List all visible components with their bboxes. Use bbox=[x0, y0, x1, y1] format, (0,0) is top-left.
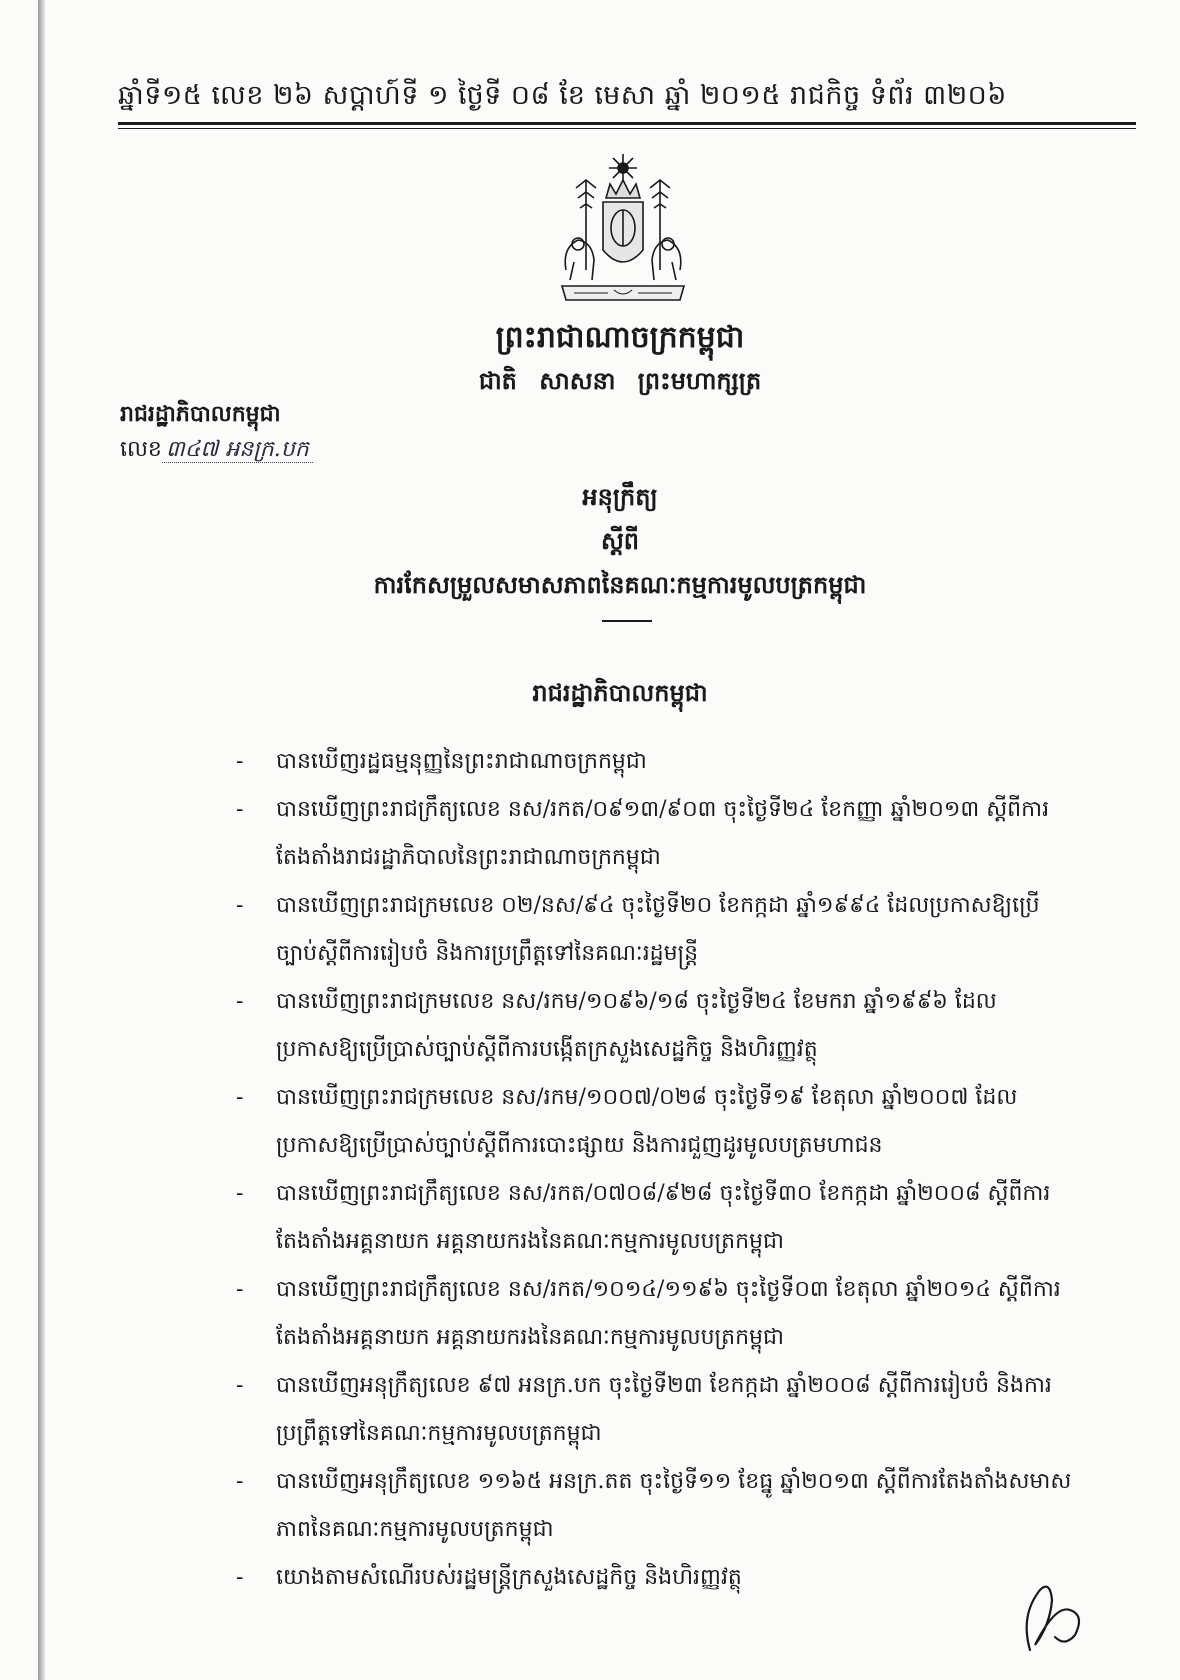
list-item-text: បានឃើញព្រះរាជក្រមលេខ នស/រកម/១០៩៦/១៨ ចុះថ្ងៃទី២៤ ខែមករា ឆ្នាំ១៩៩៦ ដែលប្រកាសឱ្យប្រើប្រាស់ច្បាប់ស្តីពីការបង្កើតក្រសួងសេដ្ឋកិច្ច និងហិរញ្ញវត្ថុ bbox=[276, 989, 997, 1062]
list-item-text: បានឃើញរដ្ឋធម្មនុញ្ញនៃព្រះរាជាណាចក្រកម្ពុជា bbox=[276, 749, 647, 774]
list-item-text: បានឃើញព្រះរាជក្រឹត្យលេខ នស/រកត/០៧០៨/៩២៨ ចុះថ្ងៃទី៣០ ខែកក្កដា ឆ្នាំ២០០៨ ស្តីពីការតែងតាំងអគ្គនាយក អគ្គនាយករងនៃគណៈកម្មការមូលបត្រកម្ពុជា bbox=[276, 1181, 1051, 1254]
document-on: ស្តីពី bbox=[600, 526, 640, 555]
royal-emblem-icon bbox=[548, 150, 698, 310]
list-item bbox=[236, 882, 1076, 978]
title-divider bbox=[602, 620, 652, 622]
list-item bbox=[236, 738, 1076, 786]
bullet-dash: - bbox=[236, 797, 244, 822]
list-item-text: បានឃើញព្រះរាជក្រមលេខ នស/រកម/១០០៧/០២៨ ចុះថ្ងៃទី១៩ ខែតុលា ឆ្នាំ២០០៧ ដែលប្រកាសឱ្យប្រើប្រាស់ច្បាប់ស្តីពីការបោះផ្សាយ និងការជួញដូរមូលបត្រមហាជន bbox=[276, 1085, 1018, 1158]
gazette-header: ឆ្នាំទី១៥ លេខ ២៦ សប្តាហ៍ទី ១ ថ្ងៃទី ០៨ ខែ មេសា ឆ្នាំ ២០១៥ រាជកិច្ច ទំព័រ ៣២០៦ bbox=[118, 80, 1007, 111]
list-item bbox=[236, 1362, 1076, 1458]
list-item-text: បានឃើញព្រះរាជក្រមលេខ ០២/នស/៩៤ ចុះថ្ងៃទី២០ ខែកក្កដា ឆ្នាំ១៩៩៤ ដែលប្រកាសឱ្យប្រើច្បាប់ស្តីពីការរៀបចំ និងការប្រព្រឹត្តទៅនៃគណៈរដ្ឋមន្ត្រី bbox=[276, 893, 1040, 966]
document-type: អនុក្រឹត្យ bbox=[582, 482, 658, 511]
list-item-text: បានឃើញព្រះរាជក្រឹត្យលេខ នស/រកត/០៩១៣/៩០៣ ចុះថ្ងៃទី២៤ ខែកញ្ញា ឆ្នាំ២០១៣ ស្តីពីការតែងតាំងរាជរដ្ឋាភិបាលនៃព្រះរាជាណាចក្រកម្ពុជា bbox=[276, 797, 1050, 870]
bullet-dash: - bbox=[236, 1181, 244, 1206]
signature-initials-icon bbox=[1010, 1575, 1100, 1655]
bullet-dash: - bbox=[236, 1469, 244, 1494]
bullet-dash: - bbox=[236, 1373, 244, 1398]
bullet-dash: - bbox=[236, 1277, 244, 1302]
list-item bbox=[236, 1458, 1076, 1554]
gazette-rule bbox=[118, 122, 1136, 125]
government-heading: រាជរដ្ឋាភិបាលកម្ពុជា bbox=[532, 678, 708, 707]
list-item bbox=[236, 1266, 1076, 1362]
bullet-dash: - bbox=[236, 893, 244, 918]
list-item-text: បានឃើញអនុក្រឹត្យលេខ ៩៧ អនក្រ.បក ចុះថ្ងៃទី២៣ ខែកក្កដា ឆ្នាំ២០០៨ ស្តីពីការរៀបចំ និងការប្រព្រឹត្តទៅនៃគណៈកម្មការមូលបត្រកម្ពុជា bbox=[276, 1373, 1052, 1446]
bullet-dash: - bbox=[236, 1085, 244, 1110]
list-item bbox=[236, 1074, 1076, 1170]
list-item bbox=[236, 1554, 1076, 1602]
reference-prefix: លេខ bbox=[120, 437, 162, 462]
reference-number bbox=[120, 434, 480, 466]
document-subject: ការកែសម្រួលសមាសភាពនៃគណៈកម្មការមូលបត្រកម្ពុជា bbox=[373, 570, 867, 599]
bullet-dash: - bbox=[236, 749, 244, 774]
reference-value: ៣៤៧ អនក្រ.បក bbox=[162, 437, 313, 463]
list-item-text: យោងតាមសំណើរបស់រដ្ឋមន្ត្រីក្រសួងសេដ្ឋកិច្ច និងហិរញ្ញវត្ថុ bbox=[276, 1565, 742, 1590]
kingdom-motto: ជាតិ សាសនា ព្រះមហាក្សត្រ bbox=[478, 366, 762, 395]
list-item-text: បានឃើញអនុក្រឹត្យលេខ ១១៦៥ អនក្រ.តត ចុះថ្ងៃទី១១ ខែធ្នូ ឆ្នាំ២០១៣ ស្តីពីការតែងតាំងសមាសភាពនៃគណៈកម្មការមូលបត្រកម្ពុជា bbox=[276, 1469, 1072, 1542]
list-item bbox=[236, 1170, 1076, 1266]
considerations-list bbox=[236, 738, 1076, 1602]
issuer-name: រាជរដ្ឋាភិបាលកម្ពុជា bbox=[120, 401, 281, 427]
scan-edge-shadow bbox=[38, 0, 46, 1680]
list-item bbox=[236, 978, 1076, 1074]
list-item bbox=[236, 786, 1076, 882]
list-item-text: បានឃើញព្រះរាជក្រឹត្យលេខ នស/រកត/១០១៤/១១៩៦ ចុះថ្ងៃទី០៣ ខែតុលា ឆ្នាំ២០១៤ ស្តីពីការតែងតាំងអគ្គនាយក អគ្គនាយករងនៃគណៈកម្មការមូលបត្រកម្ពុជា bbox=[276, 1277, 1061, 1350]
kingdom-name: ព្រះរាជាណាចក្រកម្ពុជា bbox=[495, 320, 745, 355]
bullet-dash: - bbox=[236, 989, 244, 1014]
bullet-dash: - bbox=[236, 1565, 244, 1590]
gazette-rule-thin bbox=[118, 128, 1136, 129]
